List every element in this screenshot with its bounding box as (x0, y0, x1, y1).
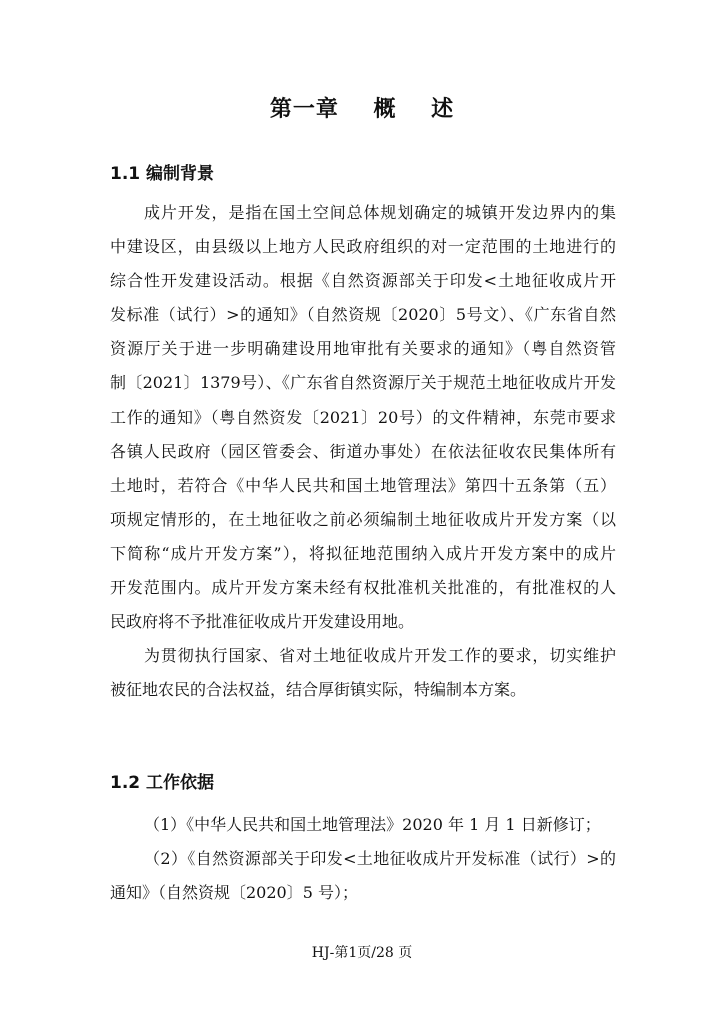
list-item-line: 通知》（自然资规〔2020〕5 号）； (110, 883, 358, 903)
paragraph-line: 土地时，若符合《中华人民共和国土地管理法》第四十五条第（五） (110, 475, 616, 495)
paragraph-line: 发标准（试行）>的通知》（自然资规〔2020〕5号文）、《广东省自然 (110, 305, 616, 325)
paragraph-line: 民政府将不予批准征收成片开发建设用地。 (110, 612, 415, 632)
paragraph-line: 制〔2021〕1379号）、《广东省自然资源厅关于规范土地征收成片开发 (110, 373, 616, 393)
paragraph-line: 开发范围内。成片开发方案未经有权批准机关批准的，有批准权的人 (110, 578, 616, 598)
page-footer: HJ-第1页/28 页 (311, 945, 413, 961)
paragraph-line: 资源厅关于进一步明确建设用地审批有关要求的通知》（粤自然资管 (110, 339, 616, 359)
chapter-title: 第一章 概 述 (269, 97, 455, 122)
section-heading-background: 1.1 编制背景 (110, 164, 215, 184)
paragraph-line: 项规定情形的，在土地征收之前必须编制土地征收成片开发方案（以 (110, 509, 616, 529)
paragraph-line: 工作的通知》（粤自然资发〔2021〕20号）的文件精神，东莞市要求 (110, 407, 616, 427)
list-item-line: （1）《中华人民共和国土地管理法》2020 年 1 月 1 日新修订； (144, 815, 601, 834)
list-item-line: （2）《自然资源部关于印发<土地征收成片开发标准（试行）>的 (144, 849, 616, 869)
paragraph-line: 为贯彻执行国家、省对土地征收成片开发工作的要求，切实维护 (144, 646, 616, 666)
paragraph-line: 中建设区，由县级以上地方人民政府组织的对一定范围的土地进行的 (110, 237, 616, 257)
paragraph-line: 综合性开发建设活动。根据《自然资源部关于印发<土地征收成片开 (110, 271, 616, 291)
paragraph-line: 被征地农民的合法权益，结合厚街镇实际，特编制本方案。 (110, 680, 527, 700)
section-body-basis (110, 808, 616, 910)
paragraph-line: 下简称“成片开发方案”），将拟征地范围纳入成片开发方案中的成片 (110, 543, 616, 563)
section-body-background (110, 196, 616, 707)
section-heading-basis: 1.2 工作依据 (110, 773, 215, 793)
paragraph-line: 成片开发，是指在国土空间总体规划确定的城镇开发边界内的集 (144, 203, 616, 222)
paragraph-line: 各镇人民政府（园区管委会、街道办事处）在依法征收农民集体所有 (110, 441, 616, 461)
